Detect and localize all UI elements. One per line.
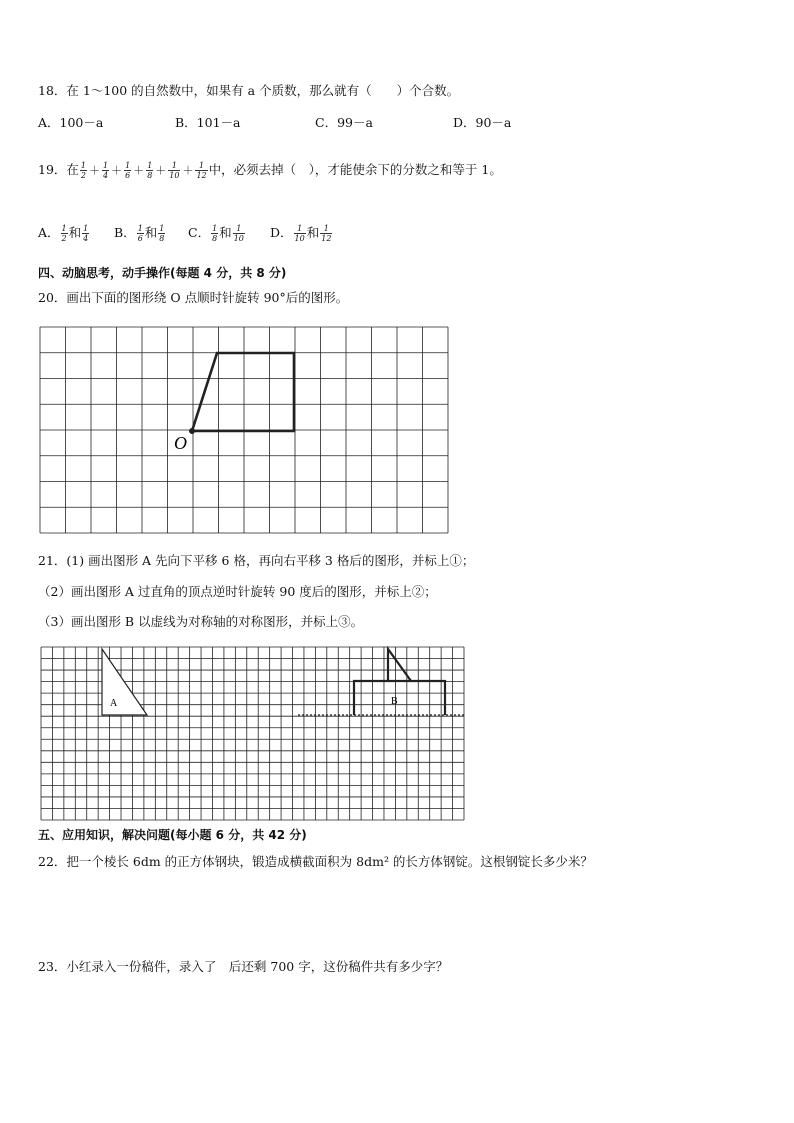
q19-prefix: 19．在 bbox=[38, 162, 79, 177]
q18-option-d: D．90－a bbox=[453, 115, 512, 130]
q18-option-b: B．101－a bbox=[175, 115, 241, 130]
q21-grid bbox=[40, 646, 465, 821]
q20-grid bbox=[39, 326, 449, 534]
q19-option-a: A． $\frac{1}{2}$ 和 $\frac{1}{4}$ bbox=[38, 224, 89, 243]
shape-b-triangle bbox=[388, 649, 411, 681]
shape-b-label: B bbox=[391, 696, 398, 707]
q18-option-a: A．100－a bbox=[38, 115, 104, 130]
q19-suffix: 中，必须去掉（ ），才能使余下的分数之和等于 1。 bbox=[208, 162, 502, 177]
q19-option-d: D． $\frac{1}{10}$ 和 $\frac{1}{12}$ bbox=[270, 224, 332, 243]
q18-text: 18．在 1～100 的自然数中，如果有 a 个质数，那么就有（ ）个合数。 bbox=[38, 83, 460, 98]
q19-option-c: C． $\frac{1}{8}$ 和 $\frac{1}{10}$ bbox=[188, 224, 244, 243]
point-o bbox=[189, 428, 195, 434]
q23-text: 23．小红录入一份稿件，录入了 后还剩 700 字，这份稿件共有多少字？ bbox=[38, 959, 449, 974]
q21-line-2: （2）画出图形 A 过直角的顶点逆时针旋转 90 度后的图形，并标上②； bbox=[38, 584, 437, 599]
q21-line-3: （3）画出图形 B 以虚线为对称轴的对称图形，并标上③。 bbox=[38, 614, 364, 629]
q18-option-c: C．99－a bbox=[315, 115, 373, 130]
shape-a-label: A bbox=[110, 698, 118, 709]
fraction: $\frac{1}{8}$ bbox=[147, 161, 153, 180]
q19-text: 19．在 $\frac{1}{2}$ ＋ $\frac{1}{4}$ ＋ $\frac{1}{6}$ ＋ $\frac{1}{8}$ ＋ $\frac{1}{10}$ ＋ $\frac{1}{12}$ 中，必须去掉（ ），才能使余下的分数之和等于 1。 bbox=[38, 161, 502, 180]
q20-shape bbox=[192, 353, 294, 431]
fraction: $\frac{1}{6}$ bbox=[125, 161, 131, 180]
q21-line-1: 21．(1) 画出图形 A 先向下平移 6 格，再向右平移 3 格后的图形，并标上①； bbox=[38, 553, 475, 568]
point-o-label: O bbox=[174, 433, 187, 453]
section-5-heading: 五、应用知识，解决问题(每小题 6 分，共 42 分) bbox=[38, 828, 307, 842]
fraction: $\frac{1}{4}$ bbox=[103, 161, 109, 180]
fraction: $\frac{1}{10}$ bbox=[169, 161, 180, 180]
q22-text: 22．把一个棱长 6dm 的正方体钢块，锻造成横截面积为 8dm² 的长方体钢锭。这根钢锭长多少米？ bbox=[38, 854, 593, 869]
section-4-heading: 四、动脑思考，动手操作(每题 4 分，共 8 分) bbox=[38, 266, 287, 280]
q19-option-b: B． $\frac{1}{6}$ 和 $\frac{1}{8}$ bbox=[114, 224, 165, 243]
fraction: $\frac{1}{12}$ bbox=[196, 161, 207, 180]
fraction: $\frac{1}{2}$ bbox=[80, 161, 86, 180]
shape-b bbox=[354, 681, 445, 715]
q20-text: 20．画出下面的图形绕 O 点顺时针旋转 90°后的图形。 bbox=[38, 290, 349, 305]
